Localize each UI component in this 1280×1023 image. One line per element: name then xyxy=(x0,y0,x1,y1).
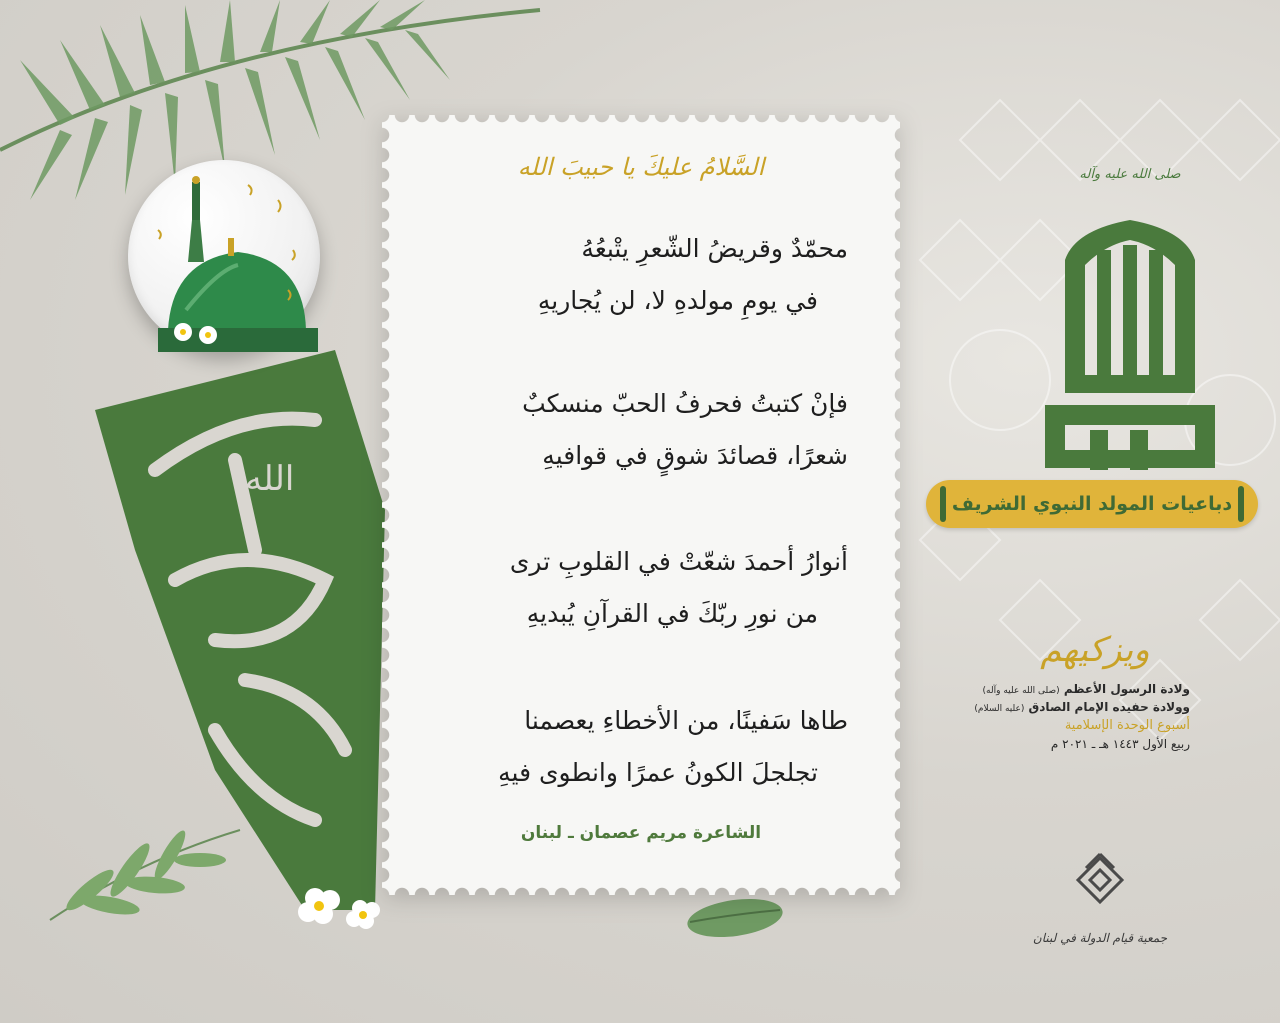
logo-text: حبيب الله xyxy=(1128,472,1132,473)
info-line-1: ولادة الرسول الأعظم (صلى الله عليه وآله) xyxy=(982,682,1190,696)
info-line-3: أسبوع الوحدة الإسلامية xyxy=(1064,718,1190,733)
dome-icon xyxy=(128,160,320,352)
greeting-calligraphy: السَّلامُ عليكَ يا حبيبَ الله xyxy=(517,153,765,181)
poem-card xyxy=(382,115,900,895)
poet-name: الشاعرة مريم عصمان ـ لبنان xyxy=(520,823,762,843)
leaves-decoration xyxy=(40,820,250,930)
association-logo xyxy=(1032,850,1168,960)
flower-decoration xyxy=(290,878,390,938)
stanza-2-line-1: فإنْ كتبتُ فحرفُ الحبّ منسكبٌ xyxy=(522,389,848,418)
green-dome-medallion xyxy=(128,160,320,352)
info-date: ربيع الأول ١٤٤٣ هـ ـ ٢٠٢١ م xyxy=(1050,737,1190,751)
stanza-1 xyxy=(420,223,848,327)
stanza-3-line-1: أنوارُ أحمدَ شعّتْ في القلوبِ ترى xyxy=(509,547,848,576)
poem-card-inner xyxy=(390,123,892,887)
association-name: جمعية قيام الدولة في لبنان xyxy=(1032,931,1168,945)
stanza-1-line-1: محمّدٌ وقريضُ الشّعرِ يتْبعُهُ xyxy=(581,234,848,263)
stanza-4 xyxy=(420,695,848,799)
stanza-2-line-2: شعرًا، قصائدَ شوقٍ في قوافيهِ xyxy=(542,441,848,470)
svg-text:الله: الله xyxy=(245,459,295,499)
stanza-3 xyxy=(420,536,848,640)
leaf-decoration xyxy=(680,890,790,950)
occasion-info xyxy=(960,682,1190,755)
stanza-3-line-2: من نورِ ربّكَ في القرآنِ يُبديهِ xyxy=(526,599,818,628)
occasion-banner: دباعيات المولد النبوي الشريف xyxy=(926,480,1258,528)
stanza-1-line-2: في يومِ مولدهِ لا، لن يُجاريهِ xyxy=(537,286,818,315)
habib-allah-logo xyxy=(1035,150,1225,480)
stanza-4-line-2: تجلجلَ الكونُ عمرًا وانطوى فيهِ xyxy=(498,758,818,787)
stanza-2 xyxy=(420,378,848,482)
stanza-4-line-1: طاها سَفينًا، من الأخطاءِ يعصمنا xyxy=(524,706,848,735)
info-line-2: وولادة حفيده الإمام الصادق (عليه السلام) xyxy=(974,700,1190,714)
wayuzakkihim-calligraphy: ويزكيهم xyxy=(1040,630,1150,670)
logo-blessing: صلى الله عليه وآله xyxy=(1079,167,1181,182)
